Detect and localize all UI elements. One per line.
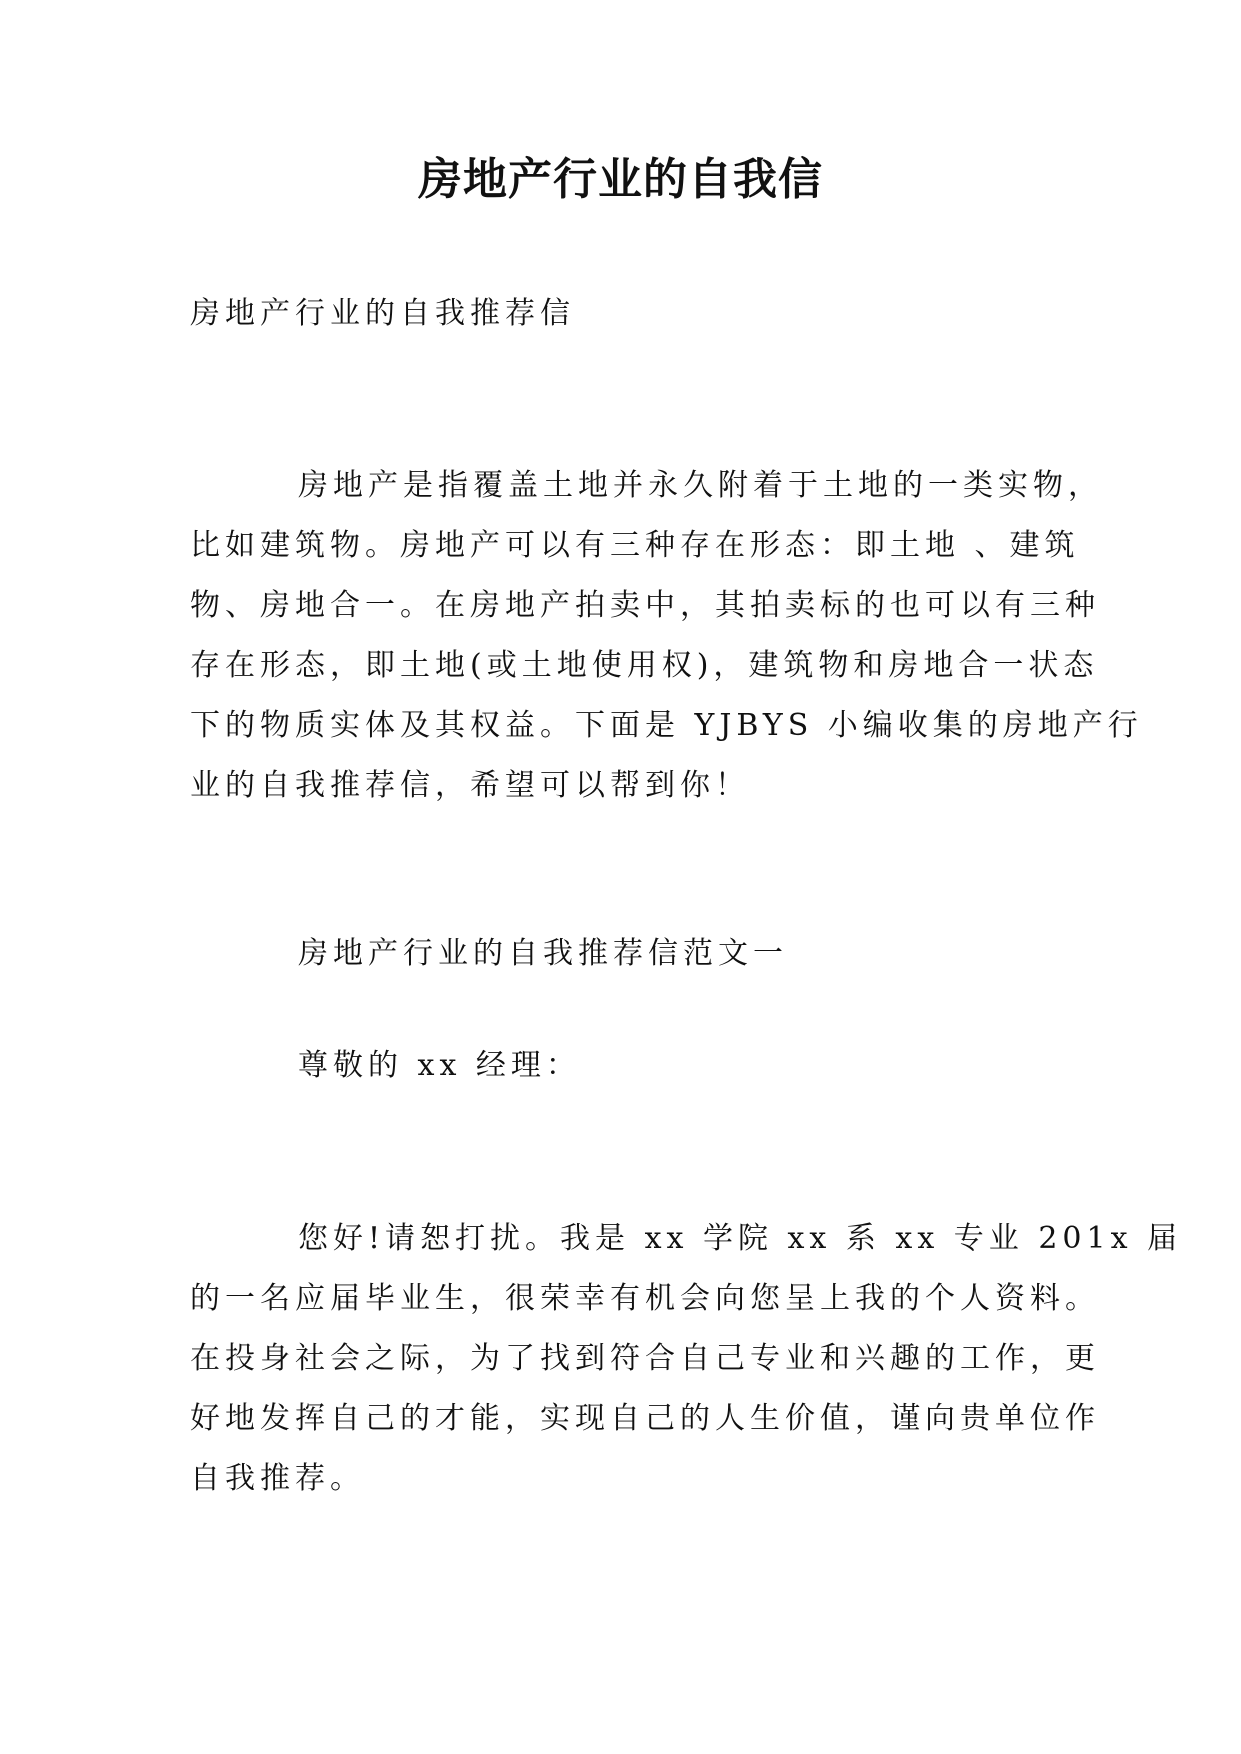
section-heading: 房地产行业的自我推荐信范文一	[298, 936, 788, 971]
page-title: 房地产行业的自我信	[418, 154, 823, 205]
salutation: 尊敬的 xx 经理：	[298, 1048, 581, 1083]
subtitle: 房地产行业的自我推荐信	[190, 296, 575, 331]
intro-line-3: 物、房地合一。在房地产拍卖中，其拍卖标的也可以有三种	[190, 588, 1100, 623]
body-line-5: 自我推荐。	[190, 1461, 365, 1496]
intro-line-2: 比如建筑物。房地产可以有三种存在形态：即土地 、建筑	[190, 528, 1080, 563]
intro-line-6: 业的自我推荐信，希望可以帮到你！	[190, 768, 750, 803]
body-line-4: 好地发挥自己的才能，实现自己的人生价值，谨向贵单位作	[190, 1401, 1100, 1436]
intro-line-1: 房地产是指覆盖土地并永久附着于土地的一类实物，	[298, 468, 1103, 503]
body-line-3: 在投身社会之际，为了找到符合自己专业和兴趣的工作，更	[190, 1341, 1100, 1376]
intro-line-5: 下的物质实体及其权益。下面是 YJBYS 小编收集的房地产行	[190, 708, 1143, 743]
body-line-2: 的一名应届毕业生，很荣幸有机会向您呈上我的个人资料。	[190, 1281, 1100, 1316]
body-line-1: 您好!请恕打扰。我是 xx 学院 xx 系 xx 专业 201x 届	[298, 1221, 1183, 1256]
intro-line-4: 存在形态，即土地(或土地使用权)，建筑物和房地合一状态	[190, 648, 1099, 683]
